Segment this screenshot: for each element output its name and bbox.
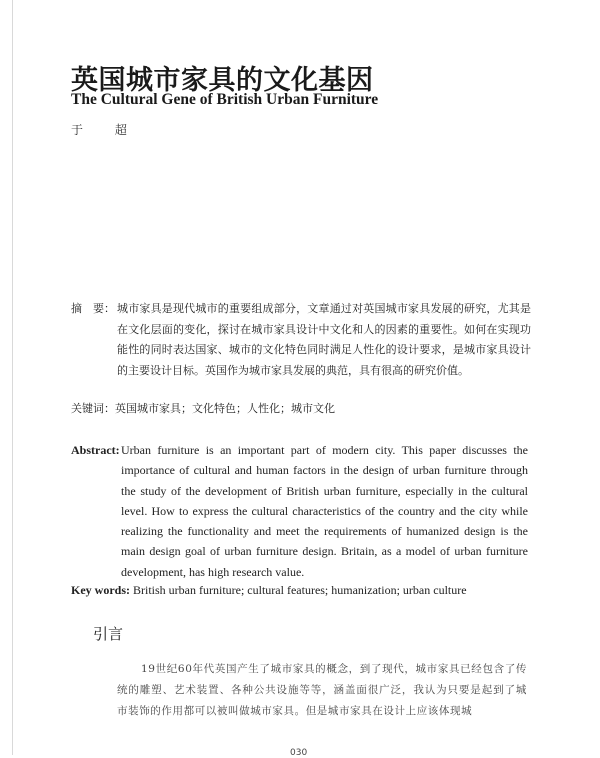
introduction-paragraph: 19世纪60年代英国产生了城市家具的概念，到了现代，城市家具已经包含了传统的雕塑、艺术装置、各种公共设施等等，涵盖面很广泛，我认为只要是起到了城市装饰的作用都可以被叫做城市家具。但是城市家具在设计上应该体现城 [117,663,527,717]
keywords-english-text: British urban furniture; cultural features; humanization; urban culture [133,583,467,597]
title-english: The Cultural Gene of British Urban Furniture [71,91,379,108]
keywords-english-label: Key words: [71,583,130,597]
abstract-english [71,440,528,582]
keywords-chinese-text: 英国城市家具；文化特色；人性化；城市文化 [115,402,335,415]
author: 于 超 [71,123,141,137]
paper-page [12,0,599,758]
keywords-chinese-label: 关键词： [71,402,115,415]
keywords-chinese [71,401,335,417]
abstract-english-text: Urban furniture is an important part of modern city. This paper discusses the importance of cultural and human factors in the design of urban furniture through the study of the development of British urban furniture, especially in the cultural level. How to express the cultural characteristics of the country and the city while realizing the functionality and meet the requirements of humanized design is the main design goal of urban furniture design. Britain, as a model of urban furniture development, has high research value. [121,443,528,579]
section-heading-introduction: 引言 [93,625,124,643]
page-number: 030 [290,748,308,758]
abstract-chinese [71,299,531,381]
abstract-chinese-label: 摘 要： [71,302,115,315]
abstract-chinese-text: 城市家具是现代城市的重要组成部分，文章通过对英国城市家具发展的研究，尤其是在文化层面的变化，探讨在城市家具设计中文化和人的因素的重要性。如何在实现功能性的同时表达国家、城市的文化特色同时满足人性化的设计要求，是城市家具设计的主要设计目标。英国作为城市家具发展的典范，具有很高的研究价值。 [117,302,531,377]
title-chinese: 英国城市家具的文化基因 [71,65,374,96]
abstract-english-label: Abstract: [71,443,120,457]
keywords-english [71,582,467,598]
